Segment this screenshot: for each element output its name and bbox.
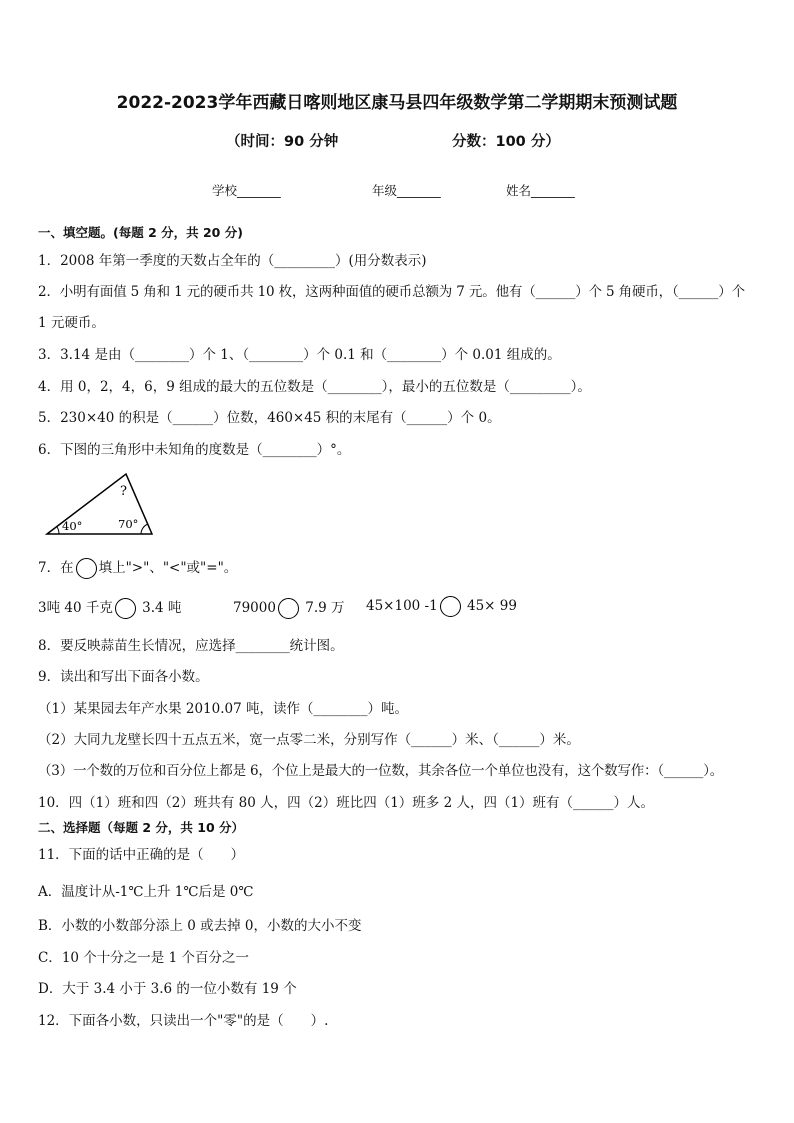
triangle-figure bbox=[44, 470, 156, 538]
question-9: 9．读出和写出下面各小数。 bbox=[38, 669, 209, 685]
compare-item-3 bbox=[366, 596, 517, 617]
name-field: 姓名_______ bbox=[506, 183, 575, 198]
question-7 bbox=[38, 556, 237, 579]
option-c: C．10 个十分之一是 1 个百分之一 bbox=[38, 950, 249, 966]
question-9-part-3: （3）一个数的万位和百分位上都是 6，个位上是最大的一位数，其余各位一个单位也没有，这个数写作：（______）。 bbox=[38, 763, 724, 779]
exam-score: 分数：100 分） bbox=[452, 134, 560, 150]
angle-70-label: 70° bbox=[118, 517, 139, 531]
question-7-prefix: 7．在 bbox=[38, 560, 74, 576]
question-9-part-2: （2）大同九龙壁长四十五点五米，宽一点零二米，分别写作（______）米、（______）米。 bbox=[38, 732, 580, 748]
grade-field: 年级_______ bbox=[372, 183, 441, 198]
unknown-angle-label: ? bbox=[120, 484, 127, 499]
compare-2-left: 79000 bbox=[233, 600, 276, 616]
compare-3-right: 45× 99 bbox=[467, 598, 517, 614]
question-7-suffix: 填上">"、"<"或"="。 bbox=[98, 560, 238, 576]
compare-circle-icon[interactable] bbox=[115, 598, 136, 619]
compare-circle-icon bbox=[76, 558, 97, 579]
exam-time: （时间：90 分钟 bbox=[226, 134, 339, 150]
angle-arc-left bbox=[57, 527, 59, 534]
question-6: 6．下图的三角形中未知角的度数是（________）°。 bbox=[38, 442, 351, 458]
option-b: B．小数的小数部分添上 0 或去掉 0，小数的大小不变 bbox=[38, 918, 362, 934]
compare-3-left: 45×100 -1 bbox=[366, 598, 438, 614]
compare-1-right: 3.4 吨 bbox=[142, 600, 182, 616]
compare-2-right: 7.9 万 bbox=[305, 600, 345, 616]
compare-1-left: 3吨 40 千克 bbox=[38, 600, 113, 616]
question-3: 3．3.14 是由（________）个 1、（________）个 0.1 和（________）个 0.01 组成的。 bbox=[38, 347, 561, 363]
angle-40-label: 40° bbox=[62, 519, 83, 533]
question-11: 11．下面的话中正确的是（ ） bbox=[38, 847, 245, 863]
school-field: 学校_______ bbox=[212, 183, 281, 198]
question-5: 5．230×40 的积是（______）位数，460×45 积的末尾有（______）个 0。 bbox=[38, 410, 501, 426]
page-title: 2022-2023学年西藏日喀则地区康马县四年级数学第二学期期末预测试题 bbox=[116, 93, 678, 113]
question-8: 8．要反映蒜苗生长情况，应选择________统计图。 bbox=[38, 638, 344, 654]
question-4: 4．用 0，2，4，6，9 组成的最大的五位数是（________），最小的五位数是（_________）。 bbox=[38, 379, 591, 395]
compare-circle-icon[interactable] bbox=[278, 598, 299, 619]
compare-circle-icon[interactable] bbox=[440, 596, 461, 617]
option-a: A．温度计从-1℃上升 1℃后是 0℃ bbox=[38, 884, 254, 900]
question-1: 1．2008 年第一季度的天数占全年的（_________）(用分数表示) bbox=[38, 253, 427, 269]
compare-item-1 bbox=[38, 596, 181, 619]
angle-arc-right bbox=[141, 524, 148, 534]
question-2-continued: 1 元硬币。 bbox=[38, 315, 105, 331]
option-d: D．大于 3.4 小于 3.6 的一位小数有 19 个 bbox=[38, 981, 297, 997]
question-12: 12．下面各小数，只读出一个"零"的是（ ）. bbox=[38, 1013, 329, 1029]
section-heading-fill-in: 一、填空题。(每题 2 分，共 20 分) bbox=[38, 225, 243, 240]
question-2: 2．小明有面值 5 角和 1 元的硬币共 10 枚，这两种面值的硬币总额为 7 元。他有（______）个 5 角硬币，（______）个 bbox=[38, 284, 745, 300]
section-heading-choice: 二、选择题（每题 2 分，共 10 分） bbox=[38, 820, 245, 835]
compare-item-2 bbox=[233, 596, 345, 619]
question-10: 10．四（1）班和四（2）班共有 80 人，四（2）班比四（1）班多 2 人，四（1）班有（______）人。 bbox=[38, 795, 655, 811]
question-9-part-1: （1）某果园去年产水果 2010.07 吨，读作（________）吨。 bbox=[38, 701, 408, 717]
